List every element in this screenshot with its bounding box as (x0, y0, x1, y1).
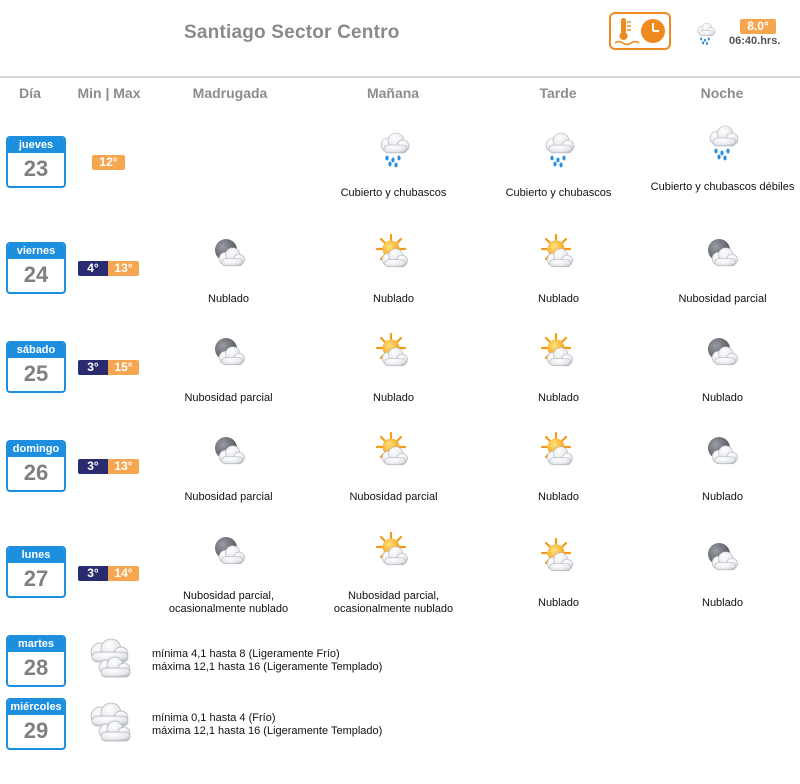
sun-cloud-icon (536, 232, 580, 276)
temperature-clock-icon[interactable] (609, 12, 671, 50)
day-badge (6, 635, 66, 687)
day-badge (6, 341, 66, 393)
forecast-text: Nublado (538, 597, 579, 609)
min-temperature-summary: mínima 0,1 hasta 4 (Frío) (152, 712, 276, 724)
column-header-minmax: Min | Max (77, 85, 141, 101)
forecast-text: Nubosidad parcial (184, 491, 273, 503)
cloud-rain-icon (689, 18, 721, 46)
min-temperature: 3° (78, 360, 108, 375)
sun-cloud-icon (536, 536, 580, 580)
column-header-manana: Mañana (366, 85, 420, 101)
rain-cloud-icon (536, 125, 580, 169)
day-name: viernes (8, 244, 64, 259)
forecast-text: Nublado (373, 293, 414, 305)
day-number: 24 (23, 262, 49, 287)
day-name: jueves (8, 138, 64, 153)
sun-cloud-icon (371, 530, 415, 574)
day-number: 28 (23, 655, 49, 680)
forecast-text: Nublado (538, 392, 579, 404)
forecast-text: Nublado (702, 597, 743, 609)
current-temperature: 8.0° (740, 19, 776, 34)
forecast-text: Nublado (538, 293, 579, 305)
max-temperature: 13° (108, 261, 139, 276)
page-title: Santiago Sector Centro (184, 22, 400, 43)
forecast-text: Cubierto y chubascos (505, 187, 612, 199)
day-name: miércoles (8, 700, 64, 715)
min-temperature: 3° (78, 566, 108, 581)
min-max-temperature (78, 261, 139, 276)
sun-cloud-icon (371, 430, 415, 474)
moon-cloud-icon (207, 530, 251, 574)
day-name: martes (8, 637, 64, 652)
sun-cloud-icon (371, 232, 415, 276)
max-temperature: 14° (108, 566, 139, 581)
forecast-text: Nublado (208, 293, 249, 305)
forecast-text: Nubosidad parcial (184, 392, 273, 404)
column-header-madrugada: Madrugada (192, 85, 268, 101)
day-name: domingo (8, 442, 64, 457)
forecast-text: Nubosidad parcial, ocasionalmente nublado (333, 590, 454, 615)
min-max-temperature (78, 360, 139, 375)
forecast-text: Nubosidad parcial, ocasionalmente nublado (168, 590, 289, 615)
day-badge (6, 440, 66, 492)
day-badge (6, 698, 66, 750)
min-max-temperature (78, 459, 139, 474)
min-temperature: 4° (78, 261, 108, 276)
moon-cloud-icon (207, 331, 251, 375)
min-max-temperature (78, 566, 139, 581)
moon-cloud-icon (700, 232, 744, 276)
moon-cloud-icon (700, 430, 744, 474)
min-temperature-summary: mínima 4,1 hasta 8 (Ligeramente Frío) (152, 648, 340, 660)
max-temperature: 15° (108, 360, 139, 375)
day-number: 27 (23, 566, 49, 591)
column-header-tarde: Tarde (539, 85, 577, 101)
header (0, 0, 800, 76)
day-badge (6, 242, 66, 294)
forecast-text: Nublado (538, 491, 579, 503)
sun-cloud-icon (536, 430, 580, 474)
forecast-text: Cubierto y chubascos débiles (650, 181, 795, 193)
rain-cloud-icon (700, 118, 744, 162)
forecast-text: Nubosidad parcial (349, 491, 438, 503)
day-badge (6, 136, 66, 188)
day-number: 29 (23, 718, 49, 743)
forecast-text: Cubierto y chubascos (340, 187, 447, 199)
header-divider (0, 76, 800, 78)
forecast-text: Nublado (702, 491, 743, 503)
rain-cloud-icon (371, 125, 415, 169)
max-temperature-summary: máxima 12,1 hasta 16 (Ligeramente Templado) (152, 661, 383, 673)
max-temperature-summary: máxima 12,1 hasta 16 (Ligeramente Templado) (152, 725, 383, 737)
moon-cloud-icon (207, 232, 251, 276)
max-temperature: 12° (92, 155, 125, 170)
forecast-text: Nublado (373, 392, 414, 404)
moon-cloud-icon (700, 536, 744, 580)
forecast-text: Nublado (702, 392, 743, 404)
day-badge (6, 546, 66, 598)
moon-cloud-icon (700, 331, 744, 375)
min-temperature: 3° (78, 459, 108, 474)
day-name: lunes (8, 548, 64, 563)
day-name: sábado (8, 343, 64, 358)
moon-cloud-icon (207, 430, 251, 474)
cloudy-icon (84, 700, 134, 746)
sun-cloud-icon (536, 331, 580, 375)
sun-cloud-icon (371, 331, 415, 375)
cloudy-icon (84, 636, 134, 682)
day-number: 23 (23, 156, 49, 181)
column-header-noche: Noche (700, 85, 744, 101)
day-number: 26 (23, 460, 49, 485)
max-temperature: 13° (108, 459, 139, 474)
current-time: 06:40.hrs. (729, 35, 781, 47)
day-number: 25 (23, 361, 49, 386)
forecast-text: Nubosidad parcial (678, 293, 767, 305)
column-header-dia: Día (19, 85, 41, 101)
